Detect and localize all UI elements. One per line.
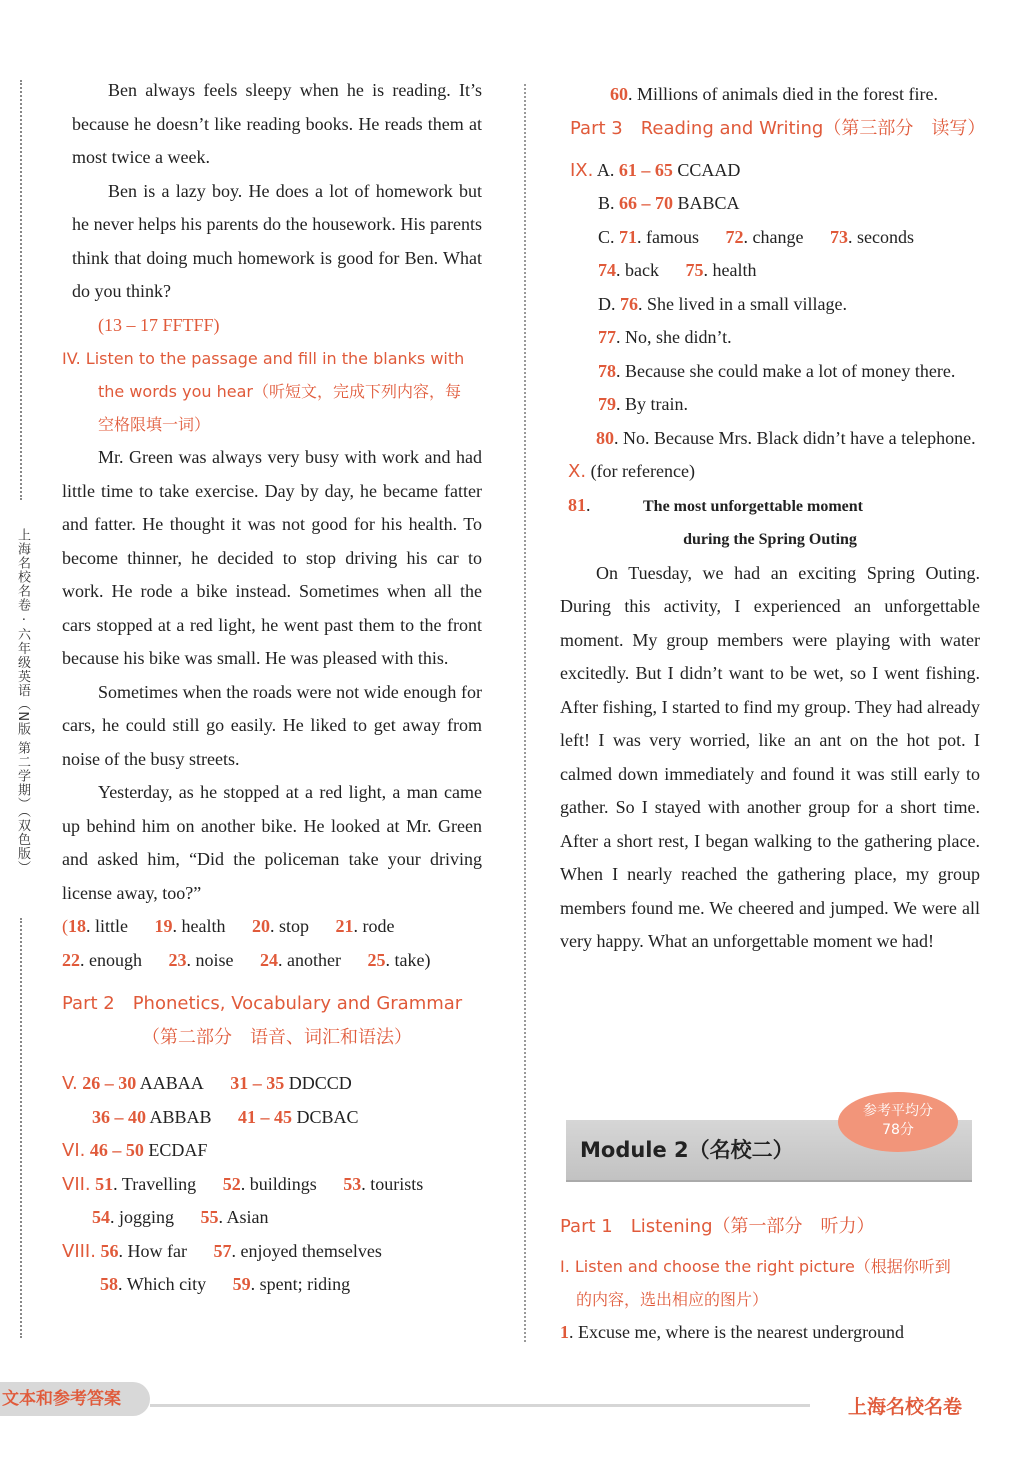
answer-number: 57 <box>213 1240 232 1261</box>
essay-title: The most unforgettable moment <box>643 497 863 515</box>
score-value: 78分 <box>882 1122 914 1138</box>
score-badge <box>838 1092 958 1152</box>
answer-number: 25 <box>367 949 386 970</box>
answers-v-row2 <box>62 1101 482 1135</box>
section-viii-label: VIII. <box>62 1240 96 1262</box>
answer-text: DDCCD <box>288 1073 352 1093</box>
answer-text: ABBAB <box>149 1106 212 1127</box>
answer-text: How far <box>127 1240 187 1261</box>
section-iv-heading <box>62 342 482 441</box>
essay-body: On Tuesday, we had an exciting Spring Outing. During this activity, I experienced an unforgettable moment. My group members were playing with water excitedly. But I didn’t want to be wet, so I went fishing. After fishing, I started to find my group. They had already left! I was very worried, like an ant on the hot pot. I calmed down immediately and found it was still early to gather. So I stayed with another group for a short time. After a short rest, I began walking to the gathering place. When I nearly reached the gathering place, my group members found me. We cheered and jumped. We were all very happy. What an unforgettable moment we had! <box>560 562 980 951</box>
part2-heading: Part 2 Phonetics, Vocabulary and Grammar <box>62 993 463 1014</box>
passage-green-1: Mr. Green was always very busy with work and had little time to take exercise. Day by day, he became fatter and fatter. He thought it was not good for his health. To become thinner, he decided to stop driving his car to work. He rode a bike instead. Sometimes when all the cars stopped at a red light, he went past them to the front because his bike was small. He was pleased with this. <box>62 447 482 668</box>
section-vi-label: VI. <box>62 1140 86 1161</box>
answer-text: spent; riding <box>259 1274 351 1294</box>
part3-heading: Part 3 Reading and Writing（第三部分 读写） <box>570 117 986 139</box>
answer-text: No. Because Mrs. Black didn’t have a telephone. <box>623 427 976 448</box>
subsection-label: C. <box>598 226 615 247</box>
answer-number: 80 <box>596 427 614 448</box>
answer-open-paren: ( <box>62 916 68 936</box>
answer-text: buildings <box>249 1173 317 1194</box>
side-dotted-rule-bottom <box>20 918 22 1338</box>
answers-ix-a <box>560 154 980 188</box>
answer-13-17: (13 – 17 FFTFF) <box>98 314 220 335</box>
sidebar-book-title: 上海名校名卷 · 六年级英语（N版 第二学期）（双色版） <box>15 528 30 875</box>
answer-text: take) <box>394 949 431 970</box>
question-text: Excuse me, where is the nearest underground <box>578 1322 905 1342</box>
answer-range: 26 – 30 <box>82 1073 137 1093</box>
answer-60: 60. Millions of animals died in the forest fire. <box>610 84 938 104</box>
answer-80: 80. No. Because Mrs. Black didn’t have a telephone. <box>596 427 976 448</box>
answer-range: 41 – 45 <box>238 1106 293 1127</box>
answer-number: 71 <box>619 226 638 247</box>
answers-22-25: 22. enough 23. noise 24. another 25. take) <box>62 949 431 970</box>
answer-number: 81 <box>568 494 586 515</box>
answers-viii-row2: 58. Which city 59. spent; riding <box>100 1274 351 1294</box>
answer-number: 23 <box>168 949 187 970</box>
column-divider <box>524 84 526 1342</box>
answer-text: BABCA <box>677 193 740 213</box>
answer-text: By train. <box>625 394 688 414</box>
section-iv-line2: the words you hear（听短文，完成下列内容，每 <box>98 382 461 401</box>
answer-text: Travelling <box>121 1173 197 1194</box>
answer-number: 77 <box>598 327 616 347</box>
answer-number: 59 <box>232 1274 251 1294</box>
answer-text: stop <box>278 916 309 936</box>
answer-number: 58 <box>100 1274 118 1294</box>
answer-text: tourists <box>370 1173 424 1194</box>
answer-range: 31 – 35 <box>230 1073 285 1093</box>
answer-text: another <box>287 949 341 970</box>
answer-number: 51 <box>95 1173 114 1194</box>
answer-text: change <box>752 226 804 247</box>
answer-text: AABAA <box>139 1073 204 1093</box>
section-x-note: (for reference) <box>590 461 695 481</box>
passage-green-3: Yesterday, as he stopped at a red light, a man came up behind him on another bike. He looked at Mr. Green and asked him, “Did the policeman take your driving license away, too?” <box>62 782 482 903</box>
essay-subtitle: during the Spring Outing <box>683 531 857 548</box>
answer-text: CCAAD <box>677 159 741 180</box>
answer-text: famous <box>646 226 700 247</box>
module-title: Module 2（名校二） <box>580 1138 794 1162</box>
section-vii-label: VII. <box>62 1173 91 1195</box>
section-i-heading <box>560 1250 980 1316</box>
answer-number: 78 <box>598 360 616 381</box>
answer-range: 61 – 65 <box>618 159 673 180</box>
answers-ix-c-row1: C. 71. famous 72. change 73. seconds <box>598 226 914 247</box>
part1-heading: Part 1 Listening（第一部分 听力） <box>560 1216 875 1237</box>
module-content <box>560 1210 980 1350</box>
right-column <box>560 78 986 959</box>
answer-number: 53 <box>343 1173 362 1194</box>
answer-text: jogging <box>119 1207 175 1227</box>
answer-text: Because she could make a lot of money there. <box>625 360 956 381</box>
question-1: 1. Excuse me, where is the nearest underground <box>560 1322 905 1342</box>
answer-text: health <box>712 260 757 280</box>
answer-number: 18 <box>68 916 86 936</box>
answers-vii-row2: 54. jogging 55. Asian <box>92 1207 269 1227</box>
answers-vi <box>62 1134 482 1168</box>
answer-text: No, she didn’t. <box>625 327 732 347</box>
answer-number: 72 <box>725 226 744 247</box>
section-ix-label: IX. <box>570 159 594 181</box>
answer-text: rode <box>362 916 395 936</box>
answer-text: noise <box>195 949 234 970</box>
answer-78: 78. Because she could make a lot of money there. <box>598 360 956 381</box>
answer-number: 60 <box>610 84 628 104</box>
answer-text: little <box>95 916 128 936</box>
answers-ix-c-row2: 74. back 75. health <box>598 260 757 280</box>
side-dotted-rule-top <box>20 80 22 500</box>
answer-text: Millions of animals died in the forest fire. <box>637 84 938 104</box>
answer-76: D. 76. She lived in a small village. <box>598 293 847 314</box>
answers-viii-row1: VIII. 56. How far 57. enjoyed themselves <box>62 1240 382 1262</box>
answers-v-row1 <box>62 1067 482 1101</box>
answer-number: 73 <box>829 226 848 247</box>
section-iv-line1: IV. Listen to the passage and fill in the blanks with <box>62 349 465 368</box>
answer-number: 20 <box>251 916 270 936</box>
passage-green-2: Sometimes when the roads were not wide enough for cars, he could still go easily. He liked to get away from noise of the busy streets. <box>62 681 482 769</box>
answer-number: 24 <box>260 949 278 970</box>
section-iv-line3: 空格限填一词） <box>98 415 211 434</box>
answer-text: back <box>625 260 659 280</box>
footer-brand: 上海名校名卷 <box>848 1396 963 1418</box>
answer-number: 55 <box>200 1207 219 1227</box>
answer-number: 54 <box>92 1207 110 1227</box>
answer-range: 46 – 50 <box>89 1140 144 1160</box>
answer-text: enough <box>89 949 142 970</box>
passage-ben-2: Ben is a lazy boy. He does a lot of homework but he never helps his parents do the housework. His parents think that doing much homework is good for Ben. What do you think? <box>72 180 482 301</box>
answer-text: seconds <box>856 226 914 247</box>
left-column <box>62 74 482 1302</box>
score-label: 参考平均分 <box>863 1103 933 1119</box>
answer-text: Asian <box>226 1207 269 1227</box>
section-x <box>560 455 980 489</box>
answer-number: 52 <box>222 1173 241 1194</box>
subsection-label: B. <box>598 193 615 213</box>
answer-text: Which city <box>126 1274 207 1294</box>
passage-ben-1: Ben always feels sleepy when he is reading. It’s because he doesn’t like reading books. He reads them at most twice a week. <box>72 80 482 167</box>
answer-number: 76 <box>620 293 638 314</box>
part2-subheading: （第二部分 语音、词汇和语法） <box>142 1027 412 1048</box>
section-x-label: X. <box>568 461 587 482</box>
question-number: 1 <box>560 1322 569 1342</box>
answer-number: 74 <box>598 260 616 280</box>
answer-range: 66 – 70 <box>619 193 674 213</box>
answers-18-21: (18. little 19. health 20. stop 21. rode <box>62 916 395 936</box>
footer-section-tab: 文本和参考答案 <box>0 1382 150 1416</box>
answer-number: 22 <box>62 949 80 970</box>
answer-text: health <box>181 916 226 936</box>
answer-range: 36 – 40 <box>92 1106 146 1127</box>
section-i-line1: I. Listen and choose the right picture（根据你听到 <box>560 1257 951 1276</box>
footer-rule <box>150 1404 810 1407</box>
section-i-line2: 的内容，选出相应的图片） <box>576 1290 769 1309</box>
answer-number: 79 <box>598 394 616 414</box>
answer-77: 77. No, she didn’t. <box>598 327 732 347</box>
answer-text: enjoyed themselves <box>240 1240 382 1261</box>
subsection-label: A. <box>596 159 615 180</box>
answers-ix-b <box>560 187 980 221</box>
answer-79: 79. By train. <box>598 394 688 414</box>
answer-number: 19 <box>154 916 173 936</box>
answer-number: 75 <box>685 260 704 280</box>
answer-number: 56 <box>100 1240 119 1261</box>
answer-text: DCBAC <box>296 1106 359 1127</box>
answers-vii-row1: VII. 51. Travelling 52. buildings 53. tourists <box>62 1173 424 1195</box>
subsection-label: D. <box>598 293 616 314</box>
section-v-label: V. <box>62 1073 78 1094</box>
answer-text: ECDAF <box>148 1140 208 1160</box>
answer-number: 21 <box>335 916 354 936</box>
essay-title-row: 81. The most unforgettable moment <box>568 494 863 515</box>
answer-text: She lived in a small village. <box>647 293 847 314</box>
